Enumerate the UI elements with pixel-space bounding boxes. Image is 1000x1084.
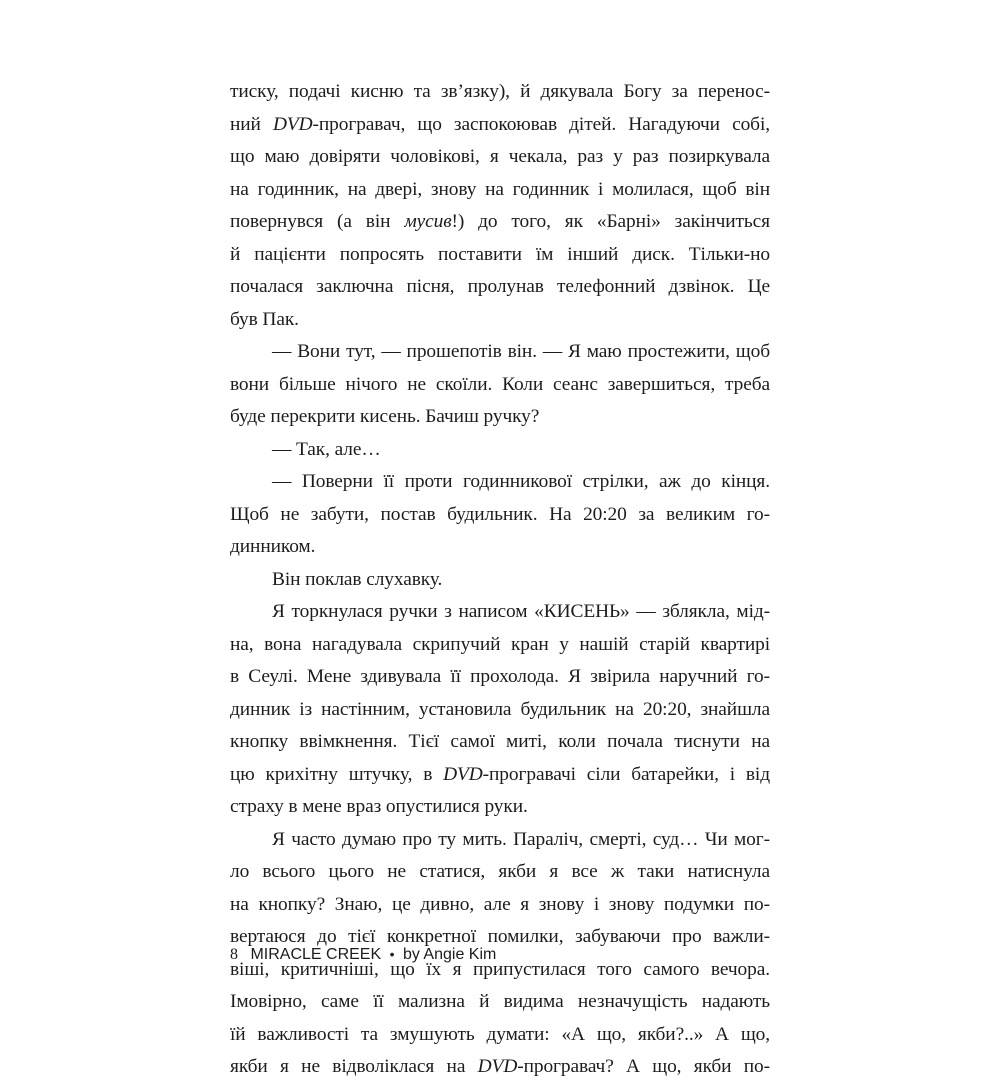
text-line: почалася заключна пісня, пролунав телефонний дзвінок. Це [230, 276, 770, 297]
text-line: Імовірно, саме її мализна й видима незначущість надають [230, 991, 770, 1012]
text-line: динником. [230, 536, 316, 557]
page-footer [230, 946, 496, 964]
text-line: віші, критичніші, що їх я припустилася того самого вечора. [230, 958, 770, 980]
text-line: вертаюся до тієї конкретної помилки, забуваючи про важли- [230, 926, 770, 947]
text-line: тиску, подачі кисню та зв’язку), й дякувала Богу за перенос- [230, 81, 770, 102]
text-line: на годинник, на двері, знову на годинник і молилася, щоб він [230, 178, 770, 200]
text-line: їй важливості та змушують думати: «А що, якби?..» А що, [230, 1023, 770, 1045]
text-line: й пацієнти попросять поставити їм інший диск. Тільки-но [230, 243, 770, 265]
text-line: на кнопку? Знаю, це дивно, але я знову і знову подумки по- [230, 893, 770, 915]
text-line: кнопку ввімкнення. Тієї самої миті, коли почала тиснути на [230, 731, 770, 752]
text-line: — Поверни її проти годинникової стрілки, аж до кінця. [272, 471, 770, 492]
text-line: — Так, але… [272, 438, 381, 460]
text-line: цю крихітну штучку, в DVD-програвачі сіли батарейки, і від [230, 763, 770, 785]
text-line: повернувся (а він мусив!) до того, як «Барні» закінчиться [230, 211, 770, 232]
text-line: динник із настінним, установила будильник на 20:20, знайшла [230, 698, 770, 720]
text-line: Я торкнулася ручки з написом «КИСЕНЬ» — зблякла, мід- [272, 601, 770, 622]
page-number: 8 [230, 946, 238, 963]
book-title: MIRACLE CREEK [250, 946, 382, 963]
text-line: ло всього цього не статися, якби я все ж таки натиснула [230, 861, 770, 882]
text-line: страху в мене враз опустилися руки. [230, 796, 528, 817]
text-line: вони більше нічого не скоїли. Коли сеанс завершиться, треба [230, 373, 770, 395]
text-line: був Пак. [230, 308, 299, 330]
text-line: на, вона нагадувала скрипучий кран у нашій старій квартирі [230, 633, 770, 655]
text-line: ний DVD-програвач, що заспокоював дітей. Нагадуючи собі, [230, 113, 770, 135]
author-credit: by Angie Kim [402, 946, 497, 963]
text-line: буде перекрити кисень. Бачиш ручку? [230, 406, 540, 427]
text-line: Щоб не забути, постав будильник. На 20:20 за великим го- [230, 503, 770, 525]
text-line: Він поклав слухавку. [272, 568, 443, 590]
text-line: Я часто думаю про ту мить. Параліч, смерті, суд… Чи мог- [272, 828, 770, 850]
text-line: якби я не відволіклася на DVD-програвач? А що, якби по- [230, 1056, 770, 1077]
body-text [230, 76, 770, 1084]
text-line: що маю довіряти чоловікові, я чекала, раз у раз позиркувала [230, 146, 770, 167]
text-line: в Сеулі. Мене здивувала її прохолода. Я звірила наручний го- [230, 666, 770, 687]
bullet-separator: • [389, 946, 395, 962]
text-line: — Вони тут, — прошепотів він. — Я маю простежити, щоб [272, 341, 770, 362]
